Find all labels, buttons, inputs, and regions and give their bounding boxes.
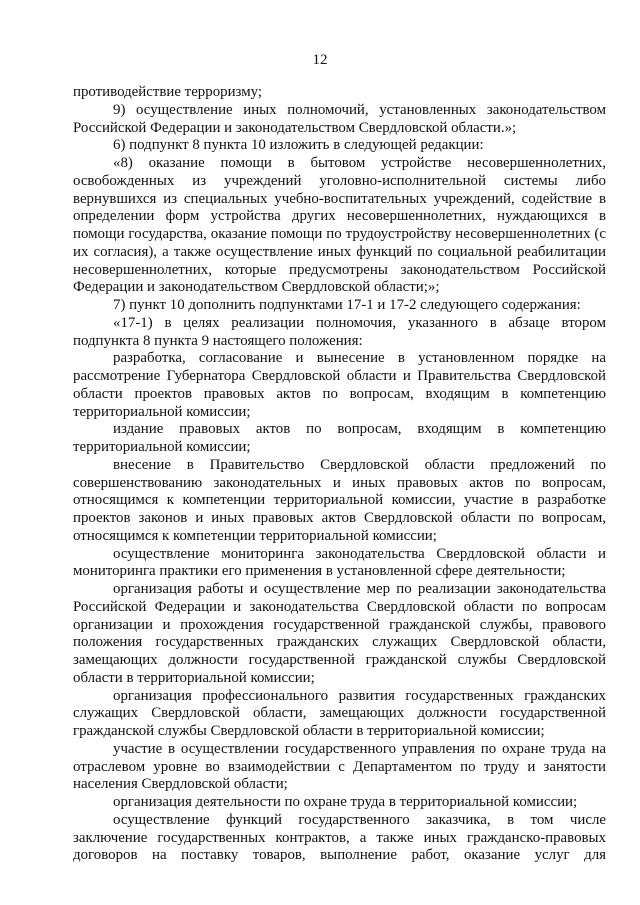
paragraph: внесение в Правительство Свердловской области предложений по совершенствованию законодательных и иных правовых актов по вопросам, относящимся к компетенции территориальной комиссии, участие в разработке проектов законов и иных правовых актов Свердловской области по вопросам, относящимся к компетенции территориальной комиссии; [73,456,606,544]
document-body [73,84,606,865]
paragraph: 9) осуществление иных полномочий, установленных законодательством Российской Федерации и законодательством Свердловской области.»; [73,101,606,136]
paragraph: осуществление мониторинга законодательства Свердловской области и мониторинга практики его применения в установленной сфере деятельности; [73,545,606,580]
paragraph: «8) оказание помощи в бытовом устройстве несовершеннолетних, освобожденных из учреждений уголовно-исполнительной системы либо вернувшихся из специальных учебно-воспитательных учреждений, содействие в определении форм устройства других несовершеннолетних, нуждающихся в помощи государства, оказание помощи по трудоустройству несовершеннолетних (с их согласия), а также осуществление иных функций по социальной реабилитации несовершеннолетних, которые предусмотрены законодательством Российской Федерации и законодательством Свердловской области;»; [73,155,606,296]
paragraph: осуществление функций государственного заказчика, в том числе заключение государственных контрактов, а также иных гражданско-правовых договоров на поставку товаров, выполнение работ, оказание услуг для [73,811,606,864]
paragraph: 7) пункт 10 дополнить подпунктами 17-1 и 17-2 следующего содержания: [113,297,581,313]
paragraph: противодействие терроризму; [73,84,263,100]
paragraph: 6) подпункт 8 пункта 10 изложить в следующей редакции: [113,137,484,154]
paragraph: «17-1) в целях реализации полномочия, указанного в абзаце втором подпункта 8 пункта 9 настоящего положения: [73,314,606,349]
page-number: 12 [312,52,328,68]
paragraph: разработка, согласование и вынесение в установленном порядке на рассмотрение Губернатора Свердловской области и Правительства Свердловской области проектов правовых актов по вопросам, входящим в компетенцию территориальной комиссии; [73,350,606,420]
paragraph: организация профессионального развития государственных гражданских служащих Свердловской области, замещающих должности государственной гражданской службы Свердловской области в территориальной комиссии; [73,687,606,739]
paragraph: участие в осуществлении государственного управления по охране труда на отраслевом уровне во взаимодействии с Департаментом по труду и занятости населения Свердловской области; [73,740,606,793]
paragraph: организация деятельности по охране труда в территориальной комиссии; [113,794,578,810]
paragraph: издание правовых актов по вопросам, входящим в компетенцию территориальной комиссии; [73,421,606,455]
paragraph: организация работы и осуществление мер по реализации законодательства Российской Федерации и законодательства Свердловской области по вопросам организации и прохождения государственной гражданской службы, правового положения государственных гражданских служащих Свердловской области, замещающих должности государственной гражданской службы Свердловской области в территориальной комиссии; [73,581,606,686]
